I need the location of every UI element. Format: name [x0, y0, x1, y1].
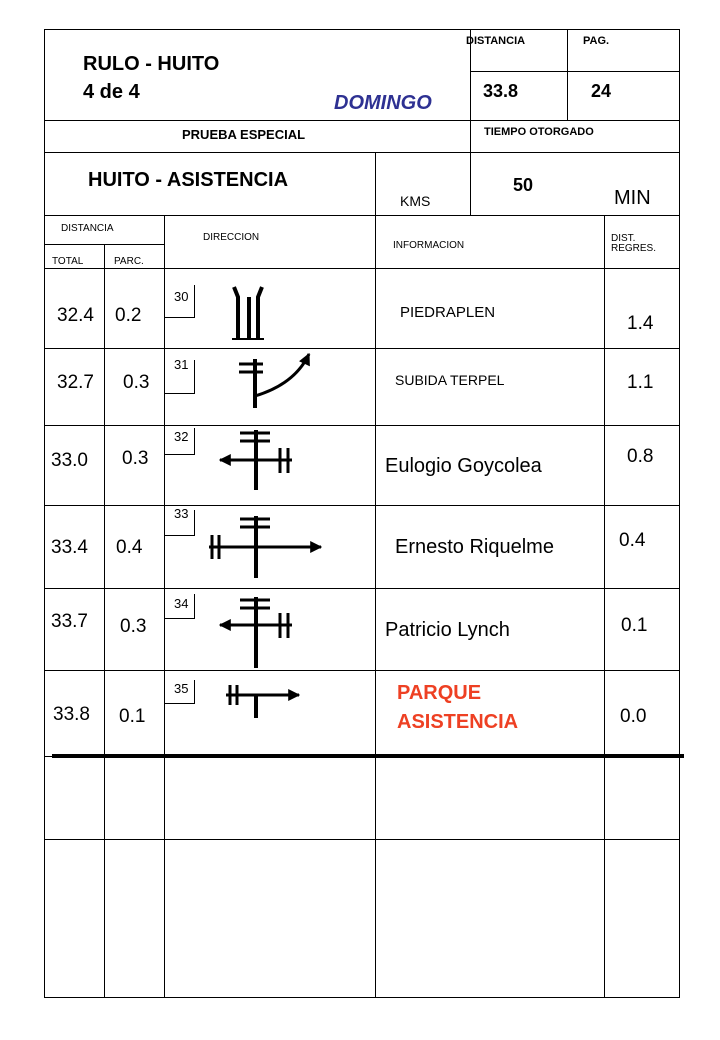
row-35-info-line2: ASISTENCIA	[397, 711, 519, 733]
row-35-info-line1: PARQUE	[397, 682, 482, 704]
row-34-total: 33.7	[51, 611, 88, 632]
row-33-total: 33.4	[51, 537, 88, 558]
row-34-remaining: 0.1	[621, 615, 648, 636]
total-distance-value: 33.8	[483, 81, 519, 101]
row-31-info: SUBIDA TERPEL	[395, 372, 505, 388]
row-32-total: 33.0	[51, 450, 88, 471]
straight-right-junction-icon	[209, 516, 321, 578]
time-unit: MIN	[614, 187, 651, 209]
page-number: 24	[591, 81, 612, 101]
partial-column-header: PARC.	[114, 256, 144, 267]
row-31-partial: 0.3	[123, 372, 150, 393]
left-turn-junction-icon	[220, 597, 292, 668]
route-title: RULO - HUITO	[83, 53, 220, 75]
row-33-partial: 0.4	[116, 537, 143, 558]
row-30-total: 32.4	[57, 305, 94, 326]
row-35-total: 33.8	[53, 704, 90, 725]
information-column-header: INFORMACION	[393, 240, 465, 251]
remaining-column-header-line1: DIST.	[611, 233, 636, 244]
kms-label: KMS	[400, 193, 431, 209]
distance-column-header: DISTANCIA	[61, 223, 114, 234]
row-30-info: PIEDRAPLEN	[400, 304, 496, 321]
row-31-total: 32.7	[57, 372, 94, 393]
row-34-info: Patricio Lynch	[385, 619, 510, 641]
total-column-header: TOTAL	[52, 256, 84, 267]
stage-name: HUITO - ASISTENCIA	[88, 169, 289, 191]
left-turn-junction-icon	[220, 430, 292, 490]
distance-header-label: DISTANCIA	[466, 35, 526, 47]
direction-column-header: DIRECCION	[203, 232, 260, 243]
split-road-icon	[232, 287, 264, 339]
row-32-info: Eulogio Goycolea	[385, 455, 542, 477]
right-arrow-end-icon	[226, 685, 299, 718]
row-33-number: 33	[174, 506, 189, 521]
row-32-partial: 0.3	[122, 448, 149, 469]
row-30-partial: 0.2	[115, 305, 142, 326]
row-34-partial: 0.3	[120, 616, 147, 637]
row-34-number: 34	[174, 596, 189, 611]
row-32-remaining: 0.8	[627, 446, 654, 467]
row-33-remaining: 0.4	[619, 530, 646, 551]
row-31-remaining: 1.1	[627, 372, 654, 393]
time-allowed-label: TIEMPO OTORGADO	[484, 126, 594, 138]
row-33-info: Ernesto Riquelme	[395, 536, 554, 558]
time-value: 50	[513, 175, 534, 195]
remaining-column-header-line2: REGRES.	[611, 243, 657, 254]
right-curve-arrow-icon	[239, 354, 309, 408]
row-30-remaining: 1.4	[627, 313, 654, 334]
row-31-number: 31	[174, 357, 189, 372]
row-35-remaining: 0.0	[620, 706, 647, 727]
special-stage-label: PRUEBA ESPECIAL	[182, 127, 306, 142]
row-35-partial: 0.1	[119, 706, 146, 727]
page-header-label: PAG.	[583, 35, 610, 47]
day-label: DOMINGO	[334, 92, 432, 114]
row-35-number: 35	[174, 681, 189, 696]
row-30-number: 30	[174, 289, 189, 304]
row-32-number: 32	[174, 429, 189, 444]
route-part: 4 de 4	[83, 81, 140, 103]
